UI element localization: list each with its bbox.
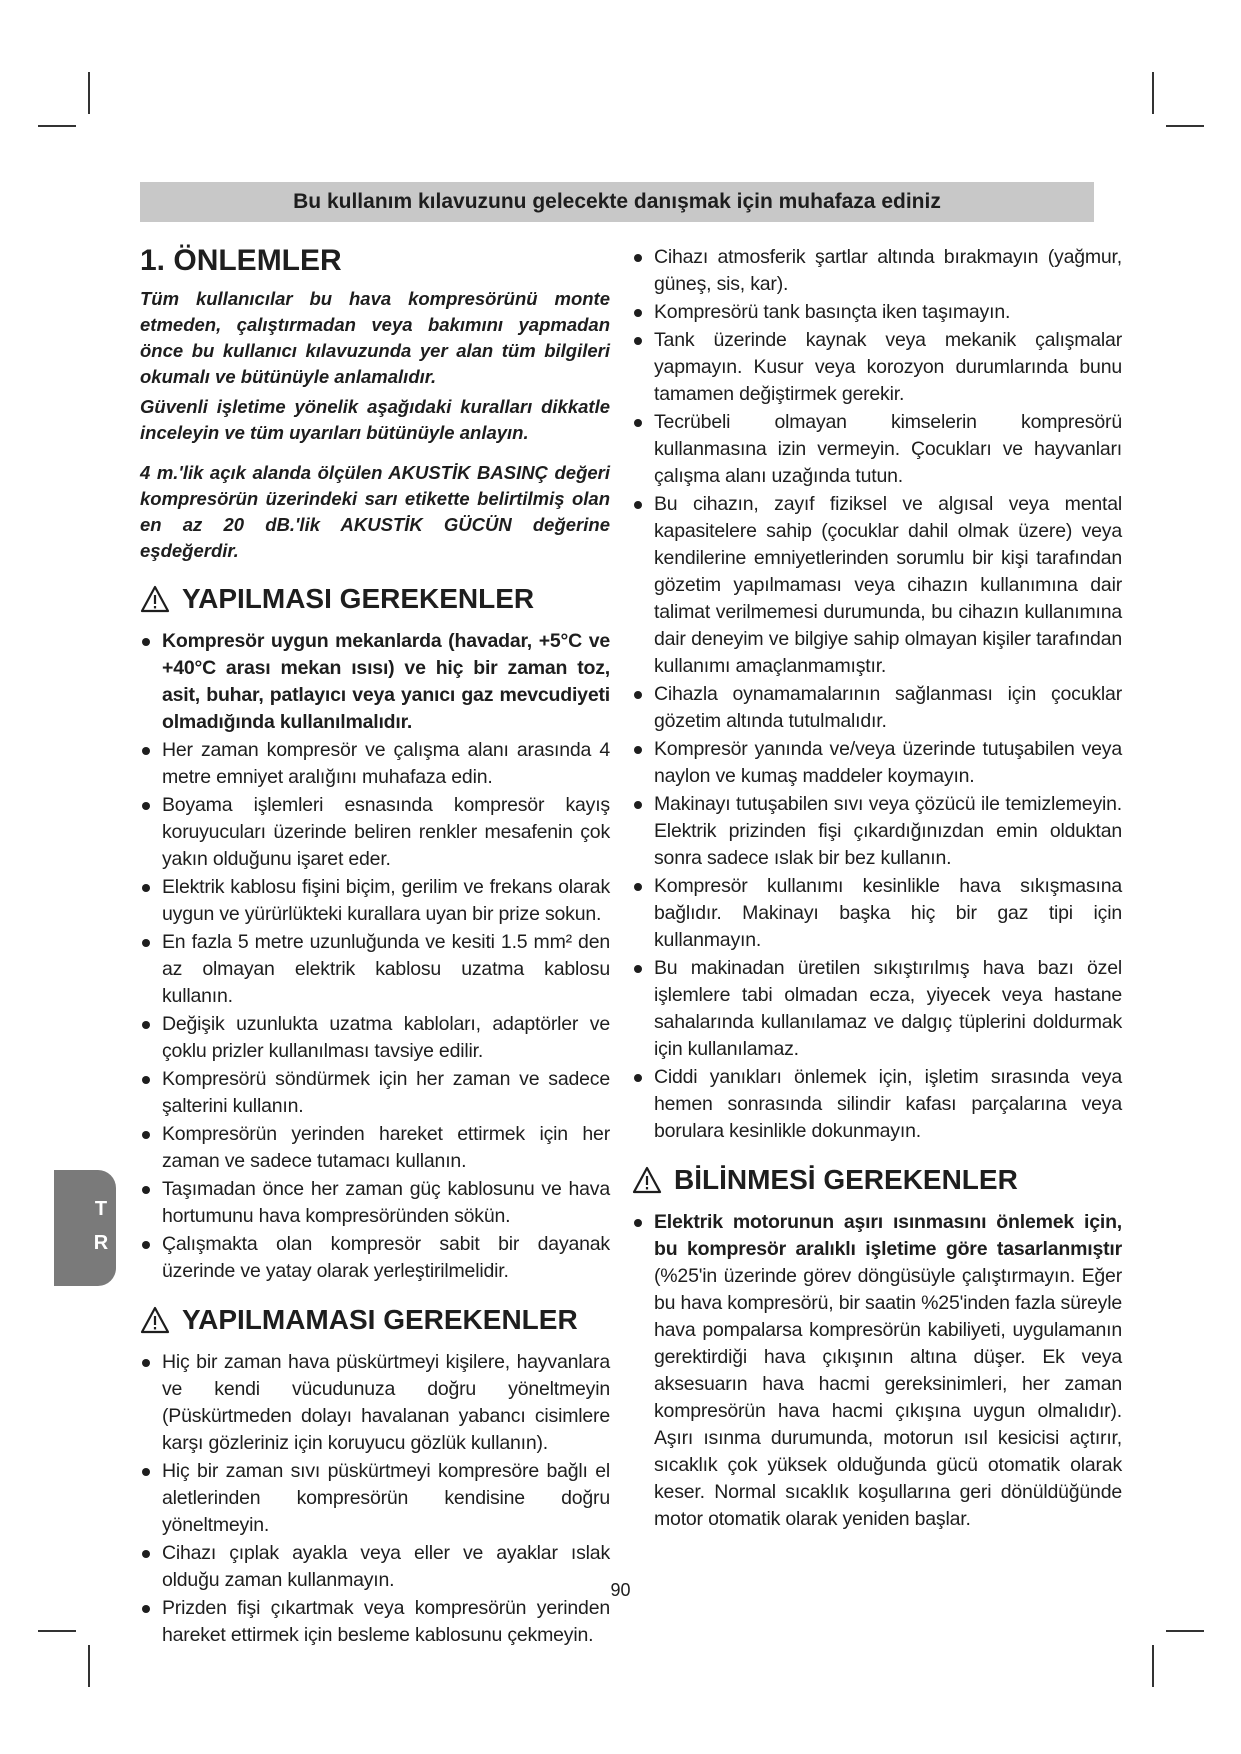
crop-mark — [38, 1630, 76, 1632]
list-item: Çalışmakta olan kompresör sabit bir dayanak üzerinde ve yatay olarak yerleştirilmelidir. — [140, 1231, 610, 1285]
crop-mark — [88, 72, 90, 114]
list-item: Bu cihazın, zayıf fiziksel ve algısal veya mental kapasitelere sahip (çocuklar dahil olmak üzere) veya kendilerine emniyetlerinden sorumlu bir kişi tarafından gözetim yapılmaması veya cihazın kullanımına dair talimat verilmemesi durumunda, bu cihazın kullanımına dair deneyim ve bilgiye sahip olmayan kişiler tarafından kullanımı amaçlanmamıştır. — [632, 491, 1122, 680]
list-item: En fazla 5 metre uzunluğunda ve kesiti 1.5 mm² den az olmayan elektrik kablosu uzatma kablosu kullanın. — [140, 929, 610, 1010]
list-item: Makinayı tutuşabilen sıvı veya çözücü ile temizlemeyin. Elektrik prizinden fişi çıkardığınızdan emin olduktan sonra sadece ıslak bir bez kullanın. — [632, 791, 1122, 872]
list-item: Kompresör yanında ve/veya üzerinde tutuşabilen veya naylon ve kumaş maddeler koymayın. — [632, 736, 1122, 790]
page-number: 90 — [610, 1580, 631, 1600]
list-item: Elektrik kablosu fişini biçim, gerilim ve frekans olarak uygun ve yürürlükteki kurallara uyan bir prize sokun. — [140, 874, 610, 928]
header-banner: Bu kullanım kılavuzunu gelecekte danışmak için muhafaza ediniz — [140, 182, 1094, 222]
list-item: Tecrübeli olmayan kimselerin kompresörü kullanmasına izin vermeyin. Çocukları ve hayvanları çalışma alanı uzağında tutun. — [632, 409, 1122, 490]
list-item: Ciddi yanıkları önlemek için, işletim sırasında veya hemen sonrasında silindir kafası parçalarına veya borulara kesinlikle dokunmayın. — [632, 1064, 1122, 1145]
list-item: Kompresörün yerinden hareket ettirmek için her zaman ve sadece tutamacı kullanın. — [140, 1121, 610, 1175]
know-title: BİLİNMESİ GEREKENLER — [674, 1164, 1018, 1195]
list-item: Taşımadan önce her zaman güç kablosunu ve hava hortumunu hava kompresöründen sökün. — [140, 1176, 610, 1230]
crop-mark — [1166, 125, 1204, 127]
know-heading — [632, 1163, 1122, 1197]
list-item: Cihazla oynamamalarının sağlanması için çocuklar gözetim altında tutulmalıdır. — [632, 681, 1122, 735]
warning-icon — [632, 1165, 662, 1195]
dos-list — [140, 628, 610, 1285]
language-tab — [54, 1170, 116, 1286]
crop-mark — [1152, 1645, 1154, 1687]
right-column — [632, 244, 1122, 1534]
crop-mark — [88, 1645, 90, 1687]
left-column — [140, 244, 610, 1650]
dos-heading — [140, 582, 610, 616]
list-item: Her zaman kompresör ve çalışma alanı arasında 4 metre emniyet aralığını muhafaza edin. — [140, 737, 610, 791]
warning-icon — [140, 1305, 170, 1335]
know-list — [632, 1209, 1122, 1533]
list-item: Kompresörü tank basınçta iken taşımayın. — [632, 299, 1122, 326]
crop-mark — [1166, 1630, 1204, 1632]
list-item — [632, 1209, 1122, 1533]
donts-title: YAPILMAMASI GEREKENLER — [182, 1304, 578, 1335]
list-item: Boyama işlemleri esnasında kompresör kayış koruyucuları üzerinde beliren renkler mesafenin çok yakın olduğunu işaret eder. — [140, 792, 610, 873]
list-item: Cihazı atmosferik şartlar altında bırakmayın (yağmur, güneş, sis, kar). — [632, 244, 1122, 298]
dos-title: YAPILMASI GEREKENLER — [182, 583, 535, 614]
crop-mark — [1152, 72, 1154, 114]
list-item: Prizden fişi çıkartmak veya kompresörün yerinden hareket ettirmek için besleme kablosunu çekmeyin. — [140, 1595, 610, 1649]
list-item: Kompresör uygun mekanlarda (havadar, +5°C ve +40°C arası mekan ısısı) ve hiç bir zaman toz, asit, buhar, patlayıcı veya yanıcı gaz mevcudiyeti olmadığında kullanılmalıdır. — [140, 628, 610, 736]
intro-paragraph: Tüm kullanıcılar bu hava kompresörünü monte etmeden, çalıştırmadan veya bakımını yapmadan önce bu kullanıcı kılavuzunda yer alan tüm bilgileri okumalı ve bütünüyle anlamalıdır. — [140, 288, 610, 387]
donts-list-continued — [632, 244, 1122, 1145]
donts-heading — [140, 1303, 610, 1337]
intro-paragraph: 4 m.'lik açık alanda ölçülen AKUSTİK BASINÇ değeri kompresörün üzerindeki sarı etikette belirtilmiş olan en az 20 dB.'lik AKUSTİK GÜCÜN değerine eşdeğerdir. — [140, 462, 610, 561]
list-item: Kompresörü söndürmek için her zaman ve sadece şalterini kullanın. — [140, 1066, 610, 1120]
list-item: Kompresör kullanımı kesinlikle hava sıkışmasına bağlıdır. Makinayı başka hiç bir gaz tipi için kullanmayın. — [632, 873, 1122, 954]
donts-list — [140, 1349, 610, 1649]
list-item: Hiç bir zaman hava püskürtmeyi kişilere, hayvanlara ve kendi vücudunuza doğru yöneltmeyin (Püskürtmeden dolayı havalanan yabancı cisimlere karşı gözleriniz için koruyucu gözlük kullanın). — [140, 1349, 610, 1457]
language-tab-letter: T — [94, 1198, 108, 1220]
crop-mark — [38, 125, 76, 127]
know-body: (%25'in üzerinde görev döngüsüyle çalıştırmayın. Eğer bu hava kompresörü, bir saatin %25'inden fazla süreyle hava pompalarsa kompresörün kabiliyeti, uygulamanın gerektirdiği hava çıkışının altına düşer. Ek veya aksesuarın hava hacmi gereksinimleri, her zaman kompresörün hava hacmi çıkışına uygun olmalıdır). Aşırı ısınma durumunda, motorun ısıl kesicisi açtırır, sıcaklık çok yüksek olduğunda gücü otomatik olarak keser. Normal sıcaklık koşullarına geri dönüldüğünde motor otomatik olarak yeniden başlar. — [654, 1265, 1122, 1530]
warning-icon — [140, 584, 170, 614]
list-item: Hiç bir zaman sıvı püskürtmeyi kompresöre bağlı el aletlerinden kompresörün kendisine doğru yöneltmeyin. — [140, 1458, 610, 1539]
list-item: Değişik uzunlukta uzatma kabloları, adaptörler ve çoklu prizler kullanılması tavsiye edilir. — [140, 1011, 610, 1065]
intro-paragraph: Güvenli işletime yönelik aşağıdaki kuralları dikkatle inceleyin ve tüm uyarıları bütünüyle anlayın. — [140, 396, 610, 443]
list-item: Cihazı çıplak ayakla veya eller ve ayaklar ıslak olduğu zaman kullanmayın. — [140, 1540, 610, 1594]
list-item: Tank üzerinde kaynak veya mekanik çalışmalar yapmayın. Kusur veya korozyon durumlarında bunu tamamen değiştirmek gerekir. — [632, 327, 1122, 408]
section-title: 1. ÖNLEMLER — [140, 244, 342, 277]
list-item: Bu makinadan üretilen sıkıştırılmış hava bazı özel işlemlere tabi olmadan ecza, yiyecek veya hastane sahalarında kullanılamaz ve dalgıç tüplerini doldurmak için kullanılamaz. — [632, 955, 1122, 1063]
language-tab-letter: R — [93, 1232, 109, 1254]
know-lead: Elektrik motorunun aşırı ısınmasını önlemek için, bu kompresör aralıklı işletime göre tasarlanmıştır — [654, 1211, 1122, 1260]
